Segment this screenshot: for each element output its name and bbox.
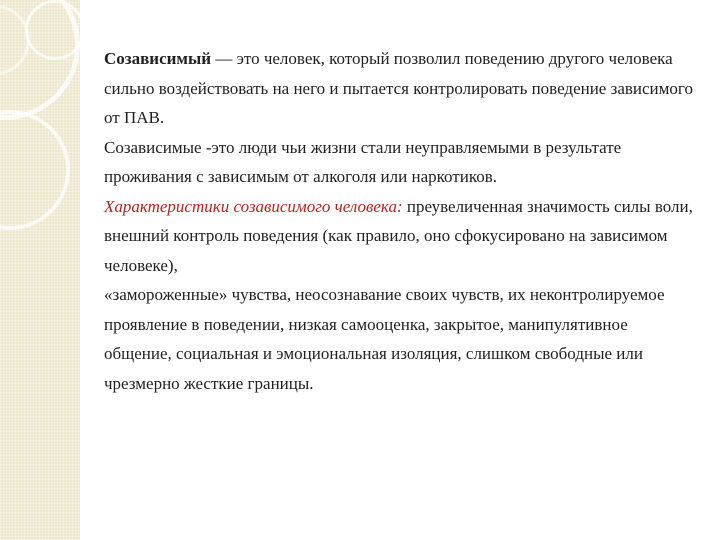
term-codependent: Созависимый: [104, 49, 212, 68]
definition-paragraph: [104, 44, 694, 133]
characteristics-text: преувеличенная значимость силы воли, внешний контроль поведения (как правило, оно сфокусировано на зависимом человеке),: [104, 196, 693, 275]
characteristics-paragraph: [104, 192, 694, 281]
feelings-text: «замороженные» чувства, неосознавание своих чувств, их неконтролируемое проявление в поведении, низкая самооценка, закрытое, манипулятивное общение, социальная и эмоциональная изоляция, слишком свободные или чрезмерно жесткие границы.: [104, 285, 665, 393]
decorative-ring: [25, 0, 80, 60]
codependents-text: Созависимые -это люди чьи жизни стали неуправляемыми в результате проживания с зависимым от алкоголя или наркотиков.: [104, 137, 622, 186]
decorative-side-band: [0, 0, 80, 540]
feelings-paragraph: [104, 280, 694, 398]
codependents-paragraph: [104, 133, 694, 192]
decorative-ring: [0, 110, 70, 230]
characteristics-heading: Характеристики созависимого человека:: [104, 196, 403, 216]
slide-body: [104, 44, 694, 398]
definition-text: — это человек, который позволил поведению другого человека сильно воздействовать на него и пытается контролировать поведение зависимого от ПАВ.: [104, 49, 693, 127]
